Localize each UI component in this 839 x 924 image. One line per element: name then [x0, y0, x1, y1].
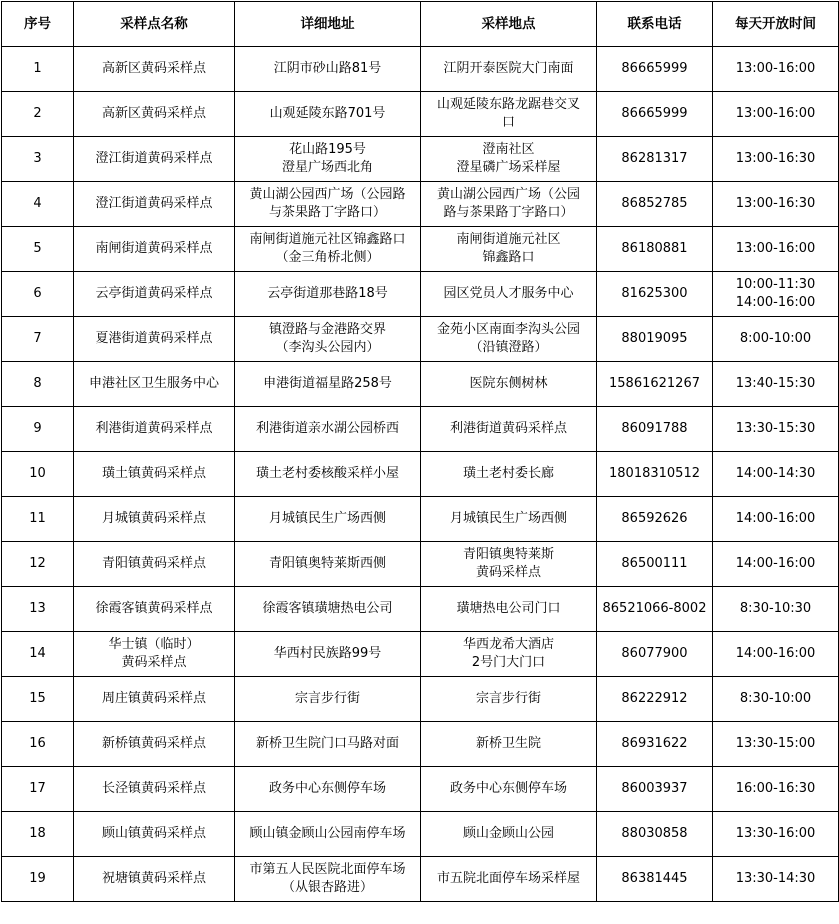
header-sampling-location: 采样地点	[421, 2, 597, 47]
cell-site-name: 华士镇（临时） 黄码采样点	[74, 632, 235, 677]
cell-opening-hours: 14:00-16:00	[713, 497, 839, 542]
cell-phone: 88019095	[597, 317, 713, 362]
cell-phone: 88030858	[597, 812, 713, 857]
cell-site-name: 顾山镇黄码采样点	[74, 812, 235, 857]
cell-sampling-location: 月城镇民生广场西侧	[421, 497, 597, 542]
cell-phone: 86003937	[597, 767, 713, 812]
cell-site-name: 璜土镇黄码采样点	[74, 452, 235, 497]
table-header-row	[2, 2, 839, 47]
cell-index: 4	[2, 182, 74, 227]
cell-opening-hours: 8:30-10:30	[713, 587, 839, 632]
cell-sampling-location: 宗言步行街	[421, 677, 597, 722]
table-row	[2, 542, 839, 587]
cell-site-name: 月城镇黄码采样点	[74, 497, 235, 542]
cell-sampling-location: 金苑小区南面李沟头公园 （沿镇澄路）	[421, 317, 597, 362]
cell-sampling-location: 医院东侧树林	[421, 362, 597, 407]
cell-site-name: 祝塘镇黄码采样点	[74, 857, 235, 902]
cell-opening-hours: 10:00-11:30 14:00-16:00	[713, 272, 839, 317]
cell-phone: 15861621267	[597, 362, 713, 407]
cell-address: 江阴市砂山路81号	[235, 47, 421, 92]
header-phone: 联系电话	[597, 2, 713, 47]
cell-address: 利港街道亲水湖公园桥西	[235, 407, 421, 452]
cell-address: 政务中心东侧停车场	[235, 767, 421, 812]
cell-site-name: 青阳镇黄码采样点	[74, 542, 235, 587]
cell-index: 7	[2, 317, 74, 362]
cell-sampling-location: 山观延陵东路龙踞巷交叉 口	[421, 92, 597, 137]
cell-opening-hours: 14:00-16:00	[713, 632, 839, 677]
cell-index: 14	[2, 632, 74, 677]
cell-index: 19	[2, 857, 74, 902]
cell-opening-hours: 8:00-10:00	[713, 317, 839, 362]
cell-sampling-location: 利港街道黄码采样点	[421, 407, 597, 452]
cell-sampling-location: 澄南社区 澄星磷广场采样屋	[421, 137, 597, 182]
cell-sampling-location: 江阴开泰医院大门南面	[421, 47, 597, 92]
cell-address: 顾山镇金顾山公园南停车场	[235, 812, 421, 857]
cell-index: 13	[2, 587, 74, 632]
cell-site-name: 云亭街道黄码采样点	[74, 272, 235, 317]
cell-address: 华西村民族路99号	[235, 632, 421, 677]
cell-sampling-location: 政务中心东侧停车场	[421, 767, 597, 812]
table-row	[2, 47, 839, 92]
cell-site-name: 高新区黄码采样点	[74, 92, 235, 137]
cell-phone: 86852785	[597, 182, 713, 227]
cell-sampling-location: 南闸街道施元社区 锦鑫路口	[421, 227, 597, 272]
cell-index: 18	[2, 812, 74, 857]
table-row	[2, 722, 839, 767]
cell-phone: 81625300	[597, 272, 713, 317]
cell-opening-hours: 13:00-16:30	[713, 182, 839, 227]
cell-phone: 86222912	[597, 677, 713, 722]
cell-phone: 86592626	[597, 497, 713, 542]
cell-phone: 86381445	[597, 857, 713, 902]
sampling-points-table	[1, 1, 839, 902]
cell-opening-hours: 13:40-15:30	[713, 362, 839, 407]
cell-address: 宗言步行街	[235, 677, 421, 722]
cell-site-name: 夏港街道黄码采样点	[74, 317, 235, 362]
cell-opening-hours: 13:30-15:30	[713, 407, 839, 452]
cell-sampling-location: 青阳镇奥特莱斯 黄码采样点	[421, 542, 597, 587]
cell-sampling-location: 黄山湖公园西广场（公园 路与茶果路丁字路口）	[421, 182, 597, 227]
table-row	[2, 182, 839, 227]
table-row	[2, 92, 839, 137]
cell-phone: 86665999	[597, 92, 713, 137]
table-row	[2, 767, 839, 812]
cell-opening-hours: 13:30-15:00	[713, 722, 839, 767]
cell-site-name: 新桥镇黄码采样点	[74, 722, 235, 767]
cell-address: 云亭街道那巷路18号	[235, 272, 421, 317]
table-row	[2, 632, 839, 677]
table-row	[2, 812, 839, 857]
cell-sampling-location: 园区党员人才服务中心	[421, 272, 597, 317]
cell-index: 1	[2, 47, 74, 92]
header-index: 序号	[2, 2, 74, 47]
cell-sampling-location: 市五院北面停车场采样屋	[421, 857, 597, 902]
cell-site-name: 澄江街道黄码采样点	[74, 182, 235, 227]
cell-address: 新桥卫生院门口马路对面	[235, 722, 421, 767]
cell-phone: 86665999	[597, 47, 713, 92]
cell-sampling-location: 璜土老村委长廊	[421, 452, 597, 497]
cell-site-name: 南闸街道黄码采样点	[74, 227, 235, 272]
table-row	[2, 587, 839, 632]
cell-phone: 86931622	[597, 722, 713, 767]
cell-site-name: 澄江街道黄码采样点	[74, 137, 235, 182]
cell-site-name: 徐霞客镇黄码采样点	[74, 587, 235, 632]
cell-opening-hours: 13:30-16:00	[713, 812, 839, 857]
cell-opening-hours: 8:30-10:00	[713, 677, 839, 722]
table-row	[2, 362, 839, 407]
cell-index: 17	[2, 767, 74, 812]
cell-index: 9	[2, 407, 74, 452]
cell-sampling-location: 顾山金顾山公园	[421, 812, 597, 857]
table-row	[2, 137, 839, 182]
cell-phone: 86500111	[597, 542, 713, 587]
cell-opening-hours: 13:00-16:00	[713, 47, 839, 92]
cell-address: 南闸街道施元社区锦鑫路口 （金三角桥北侧）	[235, 227, 421, 272]
cell-opening-hours: 13:00-16:00	[713, 227, 839, 272]
table-row	[2, 272, 839, 317]
cell-opening-hours: 14:00-14:30	[713, 452, 839, 497]
header-address: 详细地址	[235, 2, 421, 47]
table-row	[2, 857, 839, 902]
cell-index: 16	[2, 722, 74, 767]
cell-opening-hours: 14:00-16:00	[713, 542, 839, 587]
cell-address: 市第五人民医院北面停车场 （从银杏路进）	[235, 857, 421, 902]
cell-index: 3	[2, 137, 74, 182]
cell-site-name: 利港街道黄码采样点	[74, 407, 235, 452]
cell-address: 璜土老村委核酸采样小屋	[235, 452, 421, 497]
cell-site-name: 周庄镇黄码采样点	[74, 677, 235, 722]
table-row	[2, 677, 839, 722]
cell-opening-hours: 13:00-16:30	[713, 137, 839, 182]
cell-sampling-location: 新桥卫生院	[421, 722, 597, 767]
cell-address: 花山路195号 澄星广场西北角	[235, 137, 421, 182]
cell-address: 申港街道福星路258号	[235, 362, 421, 407]
table-row	[2, 452, 839, 497]
cell-sampling-location: 璜塘热电公司门口	[421, 587, 597, 632]
cell-address: 徐霞客镇璜塘热电公司	[235, 587, 421, 632]
cell-phone: 86521066-8002	[597, 587, 713, 632]
cell-site-name: 长泾镇黄码采样点	[74, 767, 235, 812]
cell-site-name: 申港社区卫生服务中心	[74, 362, 235, 407]
header-opening-hours: 每天开放时间	[713, 2, 839, 47]
cell-address: 镇澄路与金港路交界 （李沟头公园内）	[235, 317, 421, 362]
cell-phone: 18018310512	[597, 452, 713, 497]
table-row	[2, 227, 839, 272]
cell-address: 青阳镇奥特莱斯西侧	[235, 542, 421, 587]
cell-index: 12	[2, 542, 74, 587]
cell-index: 10	[2, 452, 74, 497]
cell-opening-hours: 13:30-14:30	[713, 857, 839, 902]
table-row	[2, 407, 839, 452]
cell-index: 2	[2, 92, 74, 137]
cell-index: 15	[2, 677, 74, 722]
cell-index: 11	[2, 497, 74, 542]
table-row	[2, 497, 839, 542]
cell-index: 5	[2, 227, 74, 272]
cell-phone: 86091788	[597, 407, 713, 452]
cell-sampling-location: 华西龙希大酒店 2号门大门口	[421, 632, 597, 677]
cell-address: 月城镇民生广场西侧	[235, 497, 421, 542]
cell-site-name: 高新区黄码采样点	[74, 47, 235, 92]
cell-index: 6	[2, 272, 74, 317]
header-site-name: 采样点名称	[74, 2, 235, 47]
cell-address: 山观延陵东路701号	[235, 92, 421, 137]
cell-address: 黄山湖公园西广场（公园路 与茶果路丁字路口）	[235, 182, 421, 227]
cell-index: 8	[2, 362, 74, 407]
cell-phone: 86180881	[597, 227, 713, 272]
cell-phone: 86077900	[597, 632, 713, 677]
cell-opening-hours: 16:00-16:30	[713, 767, 839, 812]
table-row	[2, 317, 839, 362]
cell-phone: 86281317	[597, 137, 713, 182]
cell-opening-hours: 13:00-16:00	[713, 92, 839, 137]
table-body	[2, 47, 839, 902]
